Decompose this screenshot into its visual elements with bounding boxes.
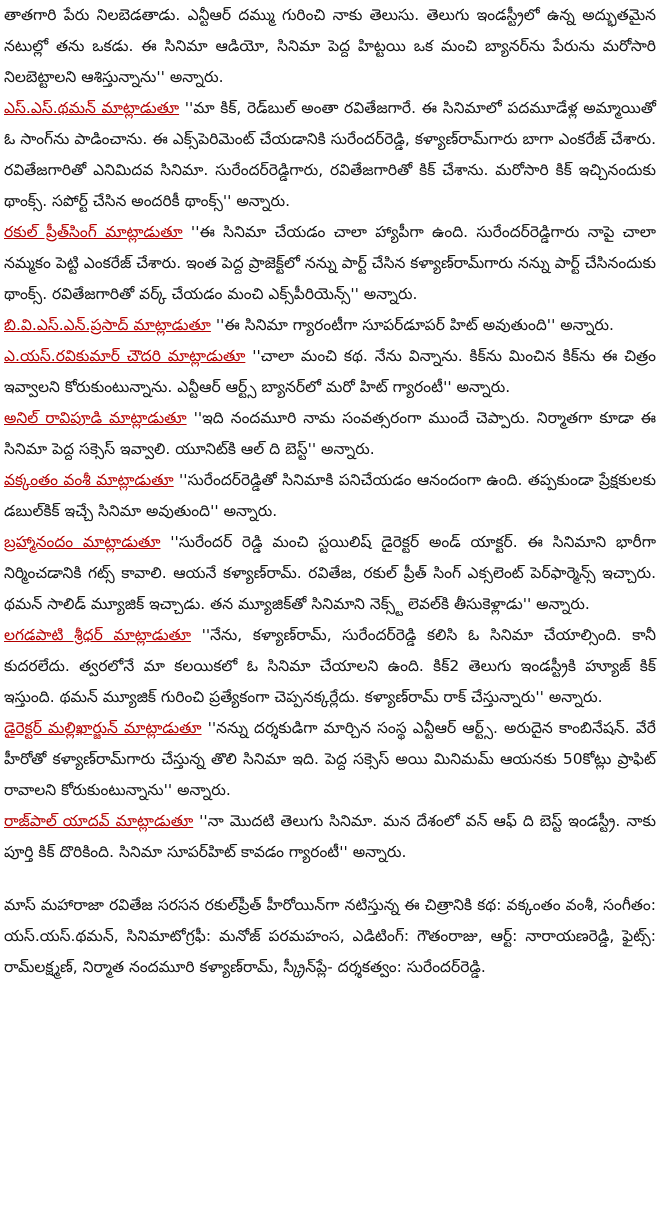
speaker-label: ఎ.యస్.రవికుమార్ చౌదరి మాట్లాడుతూ xyxy=(4,347,246,365)
quote-paragraph xyxy=(4,620,656,713)
quote-text: ''నేను, కళ్యాణ్‌రామ్, సురేందర్‌రెడ్డి కలిసి ఓ సినిమా చేయాల్సింది. కానీ కుదరలేదు. త్వరలోనే మా కలయికలో ఓ సినిమా చేయాలని ఉంది. కిక్2 తెలుగు ఇండస్ట్రీకి హ్యూజ్ కిక్ ఇస్తుంది. థమన్ మ్యూజిక్ గురించి ప్రత్యేకంగా చెప్పనక్కర్లేదు. కళ్యాణ్‌రామ్ రాక్ చేస్తున్నారు'' అన్నారు. xyxy=(4,626,656,706)
quote-text: ''ఈ సినిమా గ్యారంటీగా సూపర్‌డూపర్ హిట్ అవుతుంది'' అన్నారు. xyxy=(210,316,614,334)
quote-paragraph xyxy=(4,713,656,806)
quote-paragraph xyxy=(4,403,656,465)
speaker-label: డైరెక్టర్ మల్లిఖార్జున్ మాట్లాడుతూ xyxy=(4,719,202,737)
quote-paragraph xyxy=(4,217,656,310)
quote-paragraph xyxy=(4,806,656,868)
speaker-label: రాజ్‌పాల్ యాదవ్ మాట్లాడుతూ xyxy=(4,812,194,830)
speaker-label: ఎస్.ఎస్.థమన్ మాట్లాడుతూ xyxy=(4,99,180,117)
quote-paragraph xyxy=(4,310,656,341)
quote-text: ''నన్ను దర్శకుడిగా మార్చిన సంస్థ ఎన్టీఆర్ ఆర్ట్స్. అరుదైన కాంబినేషన్. వేరే హీరోతో కళ్యాణ్‌రామ్‌గారు చేస్తున్న తొలి సినిమా ఇది. పెద్ద సక్సెస్ అయి మినిమమ్ ఆయనకు 50కోట్లు ప్రాఫిట్ రావాలని కోరుకుంటున్నాను'' అన్నారు. xyxy=(4,719,656,799)
article-body xyxy=(4,0,656,983)
intro-paragraph: తాతగారి పేరు నిలబెడతాడు. ఎన్టీఆర్ దమ్ము గురించి నాకు తెలుసు. తెలుగు ఇండస్ట్రీలో ఉన్న అద్భుతమైన నటుల్లో తను ఒకడు. ఈ సినిమా ఆడియో, సినిమా పెద్ద హిట్టయి ఒక మంచి బ్యానర్‌ను పేరును మరోసారి నిలబెట్టాలని ఆశిస్తున్నాను'' అన్నారు. xyxy=(4,6,656,86)
quote-paragraph xyxy=(4,93,656,217)
quote-text: ''సురేందర్ రెడ్డి మంచి స్టయిలిష్ డైరెక్టర్ అండ్ యాక్టర్. ఈ సినిమాని భారీగా నిర్మించడానికి గట్స్ కావాలి. ఆయనే కళ్యాణ్‌రామ్. రవితేజ, రకుల్ ప్రీత్ సింగ్ ఎక్సలెంట్ పెర్‌ఫార్మెన్స్ ఇచ్చారు. థమన్ సాలిడ్ మ్యూజిక్ ఇచ్చాడు. తన మ్యూజిక్‌తో సినిమాని నెక్స్ట్ లెవల్‌కి తీసుకెళ్లాడు'' అన్నారు. xyxy=(4,533,657,613)
quote-text: ''చాలా మంచి కథ. నేను విన్నాను. కిక్‌ను మించిన కిక్‌ను ఈ చిత్రం ఇవ్వాలని కోరుకుంటున్నాను. ఎన్టీఆర్ ఆర్ట్స్ బ్యానర్‌లో మరో హిట్ గ్యారంటీ'' అన్నారు. xyxy=(4,347,656,396)
speaker-label: బ్రహ్మానందం మాట్లాడుతూ xyxy=(4,533,161,551)
quote-text: ''మా కిక్, రెడ్‌బుల్ అంతా రవితేజగారే. ఈ సినిమాలో పదమూడేళ్ల అమ్మాయితో ఓ సాంగ్‌ను పాడించాను. ఈ ఎక్స్‌పెరిమెంట్ చేయడానికి సురేందర్‌రెడ్డి, కళ్యాణ్‌రామ్‌గారు బాగా ఎంకరేజ్ చేశారు. రవితేజగారితో ఎనిమిదవ సినిమా. సురేందర్‌రెడ్డిగారు, రవితేజగారితో కిక్ చేశాను. మరోసారి కిక్ ఇచ్చినందుకు థాంక్స్. సపోర్ట్ చేసిన అందరికీ థాంక్స్'' అన్నారు. xyxy=(4,99,656,210)
quote-paragraph xyxy=(4,465,656,527)
quote-text: ''ఇది నందమూరి నామ సంవత్సరంగా ముందే చెప్పారు. నిర్మాతగా కూడా ఈ సినిమా పెద్ద సక్సెస్ ఇవ్వాలి. యూనిట్‌కి ఆల్ ది బెస్ట్'' అన్నారు. xyxy=(4,409,657,458)
speaker-label: బి.వి.ఎస్.ఎన్.ప్రసాద్ మాట్లాడుతూ xyxy=(4,316,211,334)
quote-text: ''నా మొదటి తెలుగు సినిమా. మన దేశంలో వన్ ఆఫ్ ది బెస్ట్ ఇండస్ట్రీ. నాకు పూర్తి కిక్ దొరికింది. సినిమా సూపర్‌హిట్ కావడం గ్యారంటీ'' అన్నారు. xyxy=(4,812,656,861)
quote-text: ''ఈ సినిమా చేయడం చాలా హ్యాపీగా ఉంది. సురేందర్‌రెడ్డిగారు నాపై చాలా నమ్మకం పెట్టి ఎంకరేజ్ చేశారు. ఇంత పెద్ద ప్రాజెక్ట్‌లో నన్ను పార్ట్ చేసిన కళ్యాణ్‌రామ్‌గారు నన్ను పార్ట్ చేసినందుకు థాంక్స్. రవితేజగారితో వర్క్ చేయడం మంచి ఎక్స్‌పీరియెన్స్'' అన్నారు. xyxy=(4,223,656,303)
closing-paragraph: మాస్ మహారాజా రవితేజ సరసన రకుల్‌ప్రీత్ హీరోయిన్‌గా నటిస్తున్న ఈ చిత్రానికి కథ: వక్కంతం వంశీ, సంగీతం: యస్.యస్.థమన్, సినిమాటోగ్రఫీ: మనోజ్ పరమహంస, ఎడిటింగ్: గౌతంరాజు, ఆర్ట్: నారాయణరెడ్డి, ఫైట్స్: రామ్‌లక్ష్మణ్, నిర్మాత నందమూరి కళ్యాణ్‌రామ్, స్క్రీన్‌ప్లే- దర్శకత్వం: సురేందర్‌రెడ్డి. xyxy=(4,896,656,976)
speaker-label: రకుల్ ప్రీత్‌సింగ్ మాట్లాడుతూ xyxy=(4,223,183,241)
quote-paragraph xyxy=(4,341,656,403)
speaker-label: అనిల్ రావిపూడి మాట్లాడుతూ xyxy=(4,409,187,427)
quote-text: ''సురేందర్‌రెడ్డితో సినిమాకి పనిచేయడం ఆనందంగా ఉంది. తప్పకుండా ప్రేక్షకులకు డబుల్‌కిక్ ఇచ్చే సినిమా అవుతుంది'' అన్నారు. xyxy=(4,471,656,520)
speaker-label: వక్కంతం వంశీ మాట్లాడుతూ xyxy=(4,471,174,489)
paragraph-spacer xyxy=(4,868,656,890)
quote-paragraph xyxy=(4,527,656,620)
speaker-label: లగడపాటి శ్రీధర్ మాట్లాడుతూ xyxy=(4,626,191,644)
